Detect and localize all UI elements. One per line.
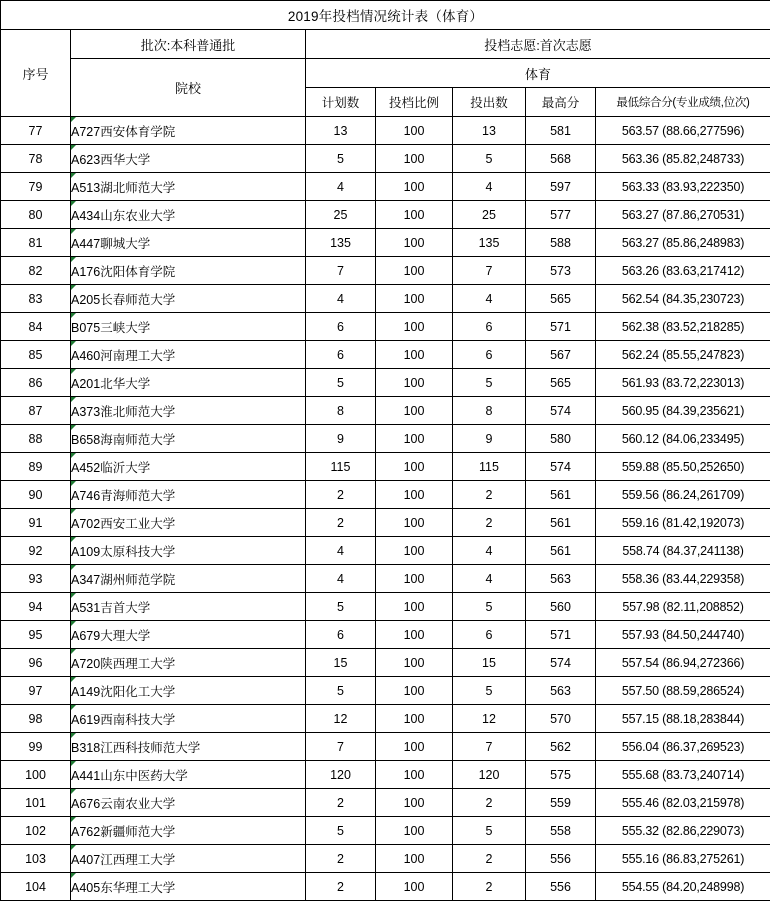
cell-school[interactable] <box>71 565 306 593</box>
cell-seq[interactable]: 96 <box>1 649 71 677</box>
table-row[interactable] <box>1 201 770 229</box>
table-row[interactable] <box>1 369 770 397</box>
cell-school[interactable] <box>71 817 306 845</box>
cell-ratio[interactable]: 100 <box>376 313 453 341</box>
cell-admitted-count[interactable]: 2 <box>453 481 526 509</box>
table-row[interactable] <box>1 453 770 481</box>
cell-plan-count[interactable]: 120 <box>306 761 376 789</box>
school-name-label: A623西华大学 <box>71 153 150 167</box>
cell-plan-count[interactable]: 6 <box>306 621 376 649</box>
school-name-label: B075三峡大学 <box>71 321 150 335</box>
table-row[interactable] <box>1 481 770 509</box>
cell-highest-score[interactable]: 565 <box>526 369 596 397</box>
cell-plan-count[interactable]: 4 <box>306 565 376 593</box>
cell-seq[interactable]: 80 <box>1 201 71 229</box>
cell-admitted-count[interactable]: 2 <box>453 845 526 873</box>
cell-lowest-composite[interactable]: 557.93 (84.50,244740) <box>596 621 770 649</box>
cell-school[interactable] <box>71 229 306 257</box>
school-name-label: A405东华理工大学 <box>71 881 175 895</box>
cell-highest-score[interactable]: 580 <box>526 425 596 453</box>
cell-school[interactable] <box>71 761 306 789</box>
header-row-1 <box>1 30 770 59</box>
error-indicator-triangle-icon <box>71 845 76 850</box>
cell-lowest-composite[interactable]: 563.26 (83.63,217412) <box>596 257 770 285</box>
cell-plan-count[interactable]: 25 <box>306 201 376 229</box>
cell-ratio[interactable]: 100 <box>376 453 453 481</box>
cell-school[interactable] <box>71 117 306 145</box>
school-name-label: A676云南农业大学 <box>71 797 175 811</box>
table-row[interactable] <box>1 397 770 425</box>
cell-admitted-count[interactable]: 4 <box>453 285 526 313</box>
cell-plan-count[interactable]: 9 <box>306 425 376 453</box>
school-name-label: A460河南理工大学 <box>71 349 175 363</box>
error-indicator-triangle-icon <box>71 453 76 458</box>
cell-highest-score[interactable]: 597 <box>526 173 596 201</box>
school-name-label: A149沈阳化工大学 <box>71 685 175 699</box>
cell-plan-count[interactable]: 5 <box>306 817 376 845</box>
error-indicator-triangle-icon <box>71 229 76 234</box>
cell-school[interactable] <box>71 453 306 481</box>
cell-admitted-count[interactable]: 9 <box>453 425 526 453</box>
cell-lowest-composite[interactable]: 559.56 (86.24,261709) <box>596 481 770 509</box>
error-indicator-triangle-icon <box>71 733 76 738</box>
cell-plan-count[interactable]: 5 <box>306 145 376 173</box>
cell-admitted-count[interactable]: 4 <box>453 173 526 201</box>
cell-ratio[interactable]: 100 <box>376 341 453 369</box>
error-indicator-triangle-icon <box>71 145 76 150</box>
error-indicator-triangle-icon <box>71 789 76 794</box>
cell-plan-count[interactable]: 12 <box>306 705 376 733</box>
cell-seq[interactable]: 104 <box>1 873 71 901</box>
cell-ratio[interactable]: 100 <box>376 649 453 677</box>
school-name-label: A109太原科技大学 <box>71 545 175 559</box>
error-indicator-triangle-icon <box>71 565 76 570</box>
cell-admitted-count[interactable]: 25 <box>453 201 526 229</box>
cell-school[interactable] <box>71 285 306 313</box>
cell-ratio[interactable]: 100 <box>376 733 453 761</box>
column-header-school: 院校 <box>71 59 306 117</box>
cell-ratio[interactable]: 100 <box>376 425 453 453</box>
cell-plan-count[interactable]: 115 <box>306 453 376 481</box>
cell-ratio[interactable]: 100 <box>376 509 453 537</box>
cell-ratio[interactable]: 100 <box>376 761 453 789</box>
cell-school[interactable] <box>71 649 306 677</box>
cell-admitted-count[interactable]: 6 <box>453 313 526 341</box>
school-name-label: A702西安工业大学 <box>71 517 175 531</box>
cell-seq[interactable]: 78 <box>1 145 71 173</box>
cell-lowest-composite[interactable]: 557.98 (82.11,208852) <box>596 593 770 621</box>
cell-seq[interactable]: 91 <box>1 509 71 537</box>
cell-school[interactable] <box>71 257 306 285</box>
cell-admitted-count[interactable]: 5 <box>453 369 526 397</box>
school-name-label: B318江西科技师范大学 <box>71 741 200 755</box>
cell-plan-count[interactable]: 5 <box>306 369 376 397</box>
cell-lowest-composite[interactable]: 563.27 (85.86,248983) <box>596 229 770 257</box>
cell-lowest-composite[interactable]: 556.04 (86.37,269523) <box>596 733 770 761</box>
cell-lowest-composite[interactable]: 554.55 (84.20,248998) <box>596 873 770 901</box>
school-name-label: A373淮北师范大学 <box>71 405 175 419</box>
cell-lowest-composite[interactable]: 555.46 (82.03,215978) <box>596 789 770 817</box>
error-indicator-triangle-icon <box>71 285 76 290</box>
school-name-label: A176沈阳体育学院 <box>71 265 175 279</box>
cell-highest-score[interactable]: 567 <box>526 341 596 369</box>
cell-seq[interactable]: 101 <box>1 789 71 817</box>
cell-highest-score[interactable]: 571 <box>526 621 596 649</box>
cell-highest-score[interactable]: 556 <box>526 845 596 873</box>
table-row[interactable] <box>1 677 770 705</box>
school-name-label: B658海南师范大学 <box>71 433 175 447</box>
cell-plan-count[interactable]: 8 <box>306 397 376 425</box>
cell-school[interactable] <box>71 593 306 621</box>
cell-plan-count[interactable]: 7 <box>306 257 376 285</box>
cell-seq[interactable]: 82 <box>1 257 71 285</box>
cell-seq[interactable]: 100 <box>1 761 71 789</box>
cell-plan-count[interactable]: 6 <box>306 341 376 369</box>
school-name-label: A746青海师范大学 <box>71 489 175 503</box>
cell-school[interactable] <box>71 509 306 537</box>
table-row[interactable] <box>1 649 770 677</box>
cell-ratio[interactable]: 100 <box>376 173 453 201</box>
error-indicator-triangle-icon <box>71 761 76 766</box>
cell-ratio[interactable]: 100 <box>376 285 453 313</box>
cell-admitted-count[interactable]: 12 <box>453 705 526 733</box>
cell-lowest-composite[interactable]: 559.88 (85.50,252650) <box>596 453 770 481</box>
cell-plan-count[interactable]: 2 <box>306 789 376 817</box>
cell-admitted-count[interactable]: 5 <box>453 677 526 705</box>
cell-seq[interactable]: 90 <box>1 481 71 509</box>
cell-lowest-composite[interactable]: 562.38 (83.52,218285) <box>596 313 770 341</box>
cell-seq[interactable]: 77 <box>1 117 71 145</box>
cell-seq[interactable]: 79 <box>1 173 71 201</box>
cell-admitted-count[interactable]: 5 <box>453 817 526 845</box>
cell-highest-score[interactable]: 575 <box>526 761 596 789</box>
cell-ratio[interactable]: 100 <box>376 481 453 509</box>
table-row[interactable] <box>1 705 770 733</box>
cell-plan-count[interactable]: 15 <box>306 649 376 677</box>
cell-highest-score[interactable]: 558 <box>526 817 596 845</box>
cell-highest-score[interactable]: 563 <box>526 565 596 593</box>
cell-lowest-composite[interactable]: 563.33 (83.93,222350) <box>596 173 770 201</box>
error-indicator-triangle-icon <box>71 173 76 178</box>
cell-lowest-composite[interactable]: 558.74 (84.37,241138) <box>596 537 770 565</box>
cell-highest-score[interactable]: 577 <box>526 201 596 229</box>
cell-lowest-composite[interactable]: 555.16 (86.83,275261) <box>596 845 770 873</box>
table-row[interactable] <box>1 733 770 761</box>
error-indicator-triangle-icon <box>71 649 76 654</box>
column-header-subject: 体育 <box>306 59 770 88</box>
cell-admitted-count[interactable]: 13 <box>453 117 526 145</box>
cell-lowest-composite[interactable]: 559.16 (81.42,192073) <box>596 509 770 537</box>
cell-seq[interactable]: 102 <box>1 817 71 845</box>
cell-plan-count[interactable]: 2 <box>306 481 376 509</box>
cell-ratio[interactable]: 100 <box>376 229 453 257</box>
table-row[interactable] <box>1 789 770 817</box>
cell-plan-count[interactable]: 2 <box>306 845 376 873</box>
cell-school[interactable] <box>71 425 306 453</box>
table-row[interactable] <box>1 845 770 873</box>
cell-seq[interactable]: 83 <box>1 285 71 313</box>
cell-highest-score[interactable]: 588 <box>526 229 596 257</box>
table-row[interactable] <box>1 229 770 257</box>
cell-plan-count[interactable]: 13 <box>306 117 376 145</box>
table-row[interactable] <box>1 817 770 845</box>
column-header-batch: 批次:本科普通批 <box>71 30 306 59</box>
cell-highest-score[interactable]: 574 <box>526 453 596 481</box>
error-indicator-triangle-icon <box>71 873 76 878</box>
cell-admitted-count[interactable]: 2 <box>453 789 526 817</box>
table-row[interactable] <box>1 173 770 201</box>
cell-seq[interactable]: 86 <box>1 369 71 397</box>
school-name-label: A447聊城大学 <box>71 237 150 251</box>
error-indicator-triangle-icon <box>71 481 76 486</box>
cell-admitted-count[interactable]: 7 <box>453 733 526 761</box>
cell-ratio[interactable]: 100 <box>376 201 453 229</box>
cell-highest-score[interactable]: 570 <box>526 705 596 733</box>
cell-lowest-composite[interactable]: 563.27 (87.86,270531) <box>596 201 770 229</box>
table-row[interactable] <box>1 145 770 173</box>
cell-lowest-composite[interactable]: 555.32 (82.86,229073) <box>596 817 770 845</box>
cell-highest-score[interactable]: 574 <box>526 397 596 425</box>
cell-school[interactable] <box>71 201 306 229</box>
cell-ratio[interactable]: 100 <box>376 705 453 733</box>
cell-admitted-count[interactable]: 2 <box>453 509 526 537</box>
cell-lowest-composite[interactable]: 557.15 (88.18,283844) <box>596 705 770 733</box>
table-row[interactable] <box>1 621 770 649</box>
error-indicator-triangle-icon <box>71 537 76 542</box>
cell-school[interactable] <box>71 369 306 397</box>
column-header-lowest-composite: 最低综合分(专业成绩,位次) <box>596 88 770 117</box>
cell-seq[interactable]: 81 <box>1 229 71 257</box>
cell-ratio[interactable]: 100 <box>376 145 453 173</box>
column-header-volunteer: 投档志愿:首次志愿 <box>306 30 770 59</box>
cell-highest-score[interactable]: 561 <box>526 537 596 565</box>
school-name-label: A407江西理工大学 <box>71 853 175 867</box>
error-indicator-triangle-icon <box>71 397 76 402</box>
school-name-label: A727西安体育学院 <box>71 125 175 139</box>
cell-ratio[interactable]: 100 <box>376 565 453 593</box>
cell-ratio[interactable]: 100 <box>376 537 453 565</box>
cell-seq[interactable]: 89 <box>1 453 71 481</box>
cell-school[interactable] <box>71 397 306 425</box>
cell-seq[interactable]: 103 <box>1 845 71 873</box>
school-name-label: A441山东中医药大学 <box>71 769 188 783</box>
cell-highest-score[interactable]: 574 <box>526 649 596 677</box>
cell-seq[interactable]: 99 <box>1 733 71 761</box>
column-header-admitted-count: 投出数 <box>453 88 526 117</box>
school-name-label: A679大理大学 <box>71 629 150 643</box>
cell-admitted-count[interactable]: 2 <box>453 873 526 901</box>
cell-lowest-composite[interactable]: 561.93 (83.72,223013) <box>596 369 770 397</box>
cell-school[interactable] <box>71 341 306 369</box>
cell-school[interactable] <box>71 145 306 173</box>
cell-lowest-composite[interactable]: 560.95 (84.39,235621) <box>596 397 770 425</box>
cell-school[interactable] <box>71 677 306 705</box>
error-indicator-triangle-icon <box>71 817 76 822</box>
cell-school[interactable] <box>71 705 306 733</box>
cell-school[interactable] <box>71 733 306 761</box>
cell-ratio[interactable]: 100 <box>376 817 453 845</box>
cell-plan-count[interactable]: 7 <box>306 733 376 761</box>
cell-ratio[interactable]: 100 <box>376 677 453 705</box>
school-name-label: A513湖北师范大学 <box>71 181 175 195</box>
cell-plan-count[interactable]: 4 <box>306 285 376 313</box>
cell-highest-score[interactable]: 581 <box>526 117 596 145</box>
cell-ratio[interactable]: 100 <box>376 369 453 397</box>
title-row <box>1 1 770 30</box>
table-row[interactable] <box>1 761 770 789</box>
cell-highest-score[interactable]: 571 <box>526 313 596 341</box>
school-name-label: A762新疆师范大学 <box>71 825 175 839</box>
cell-seq[interactable]: 97 <box>1 677 71 705</box>
column-header-plan-count: 计划数 <box>306 88 376 117</box>
cell-ratio[interactable]: 100 <box>376 593 453 621</box>
column-header-ratio: 投档比例 <box>376 88 453 117</box>
cell-lowest-composite[interactable]: 562.54 (84.35,230723) <box>596 285 770 313</box>
cell-admitted-count[interactable]: 5 <box>453 593 526 621</box>
cell-ratio[interactable]: 100 <box>376 397 453 425</box>
cell-school[interactable] <box>71 481 306 509</box>
school-name-label: A205长春师范大学 <box>71 293 175 307</box>
cell-admitted-count[interactable]: 115 <box>453 453 526 481</box>
table-row[interactable] <box>1 593 770 621</box>
cell-admitted-count[interactable]: 15 <box>453 649 526 677</box>
error-indicator-triangle-icon <box>71 677 76 682</box>
cell-plan-count[interactable]: 135 <box>306 229 376 257</box>
table-row[interactable] <box>1 313 770 341</box>
table-row[interactable] <box>1 509 770 537</box>
error-indicator-triangle-icon <box>71 621 76 626</box>
cell-seq[interactable]: 94 <box>1 593 71 621</box>
error-indicator-triangle-icon <box>71 425 76 430</box>
cell-highest-score[interactable]: 561 <box>526 509 596 537</box>
cell-school[interactable] <box>71 621 306 649</box>
cell-highest-score[interactable]: 563 <box>526 677 596 705</box>
error-indicator-triangle-icon <box>71 117 76 122</box>
school-name-label: A347湖州师范学院 <box>71 573 175 587</box>
page-title: 2019年投档情况统计表（体育） <box>1 1 770 30</box>
cell-school[interactable] <box>71 537 306 565</box>
cell-lowest-composite[interactable]: 557.50 (88.59,286524) <box>596 677 770 705</box>
cell-plan-count[interactable]: 6 <box>306 313 376 341</box>
school-name-label: A434山东农业大学 <box>71 209 175 223</box>
table-row[interactable] <box>1 425 770 453</box>
cell-ratio[interactable]: 100 <box>376 845 453 873</box>
cell-highest-score[interactable]: 556 <box>526 873 596 901</box>
cell-highest-score[interactable]: 561 <box>526 481 596 509</box>
cell-admitted-count[interactable]: 135 <box>453 229 526 257</box>
cell-admitted-count[interactable]: 5 <box>453 145 526 173</box>
cell-ratio[interactable]: 100 <box>376 117 453 145</box>
cell-lowest-composite[interactable]: 563.36 (85.82,248733) <box>596 145 770 173</box>
cell-highest-score[interactable]: 565 <box>526 285 596 313</box>
cell-ratio[interactable]: 100 <box>376 789 453 817</box>
cell-admitted-count[interactable]: 4 <box>453 565 526 593</box>
school-name-label: A619西南科技大学 <box>71 713 175 727</box>
cell-highest-score[interactable]: 562 <box>526 733 596 761</box>
cell-seq[interactable]: 92 <box>1 537 71 565</box>
cell-lowest-composite[interactable]: 560.12 (84.06,233495) <box>596 425 770 453</box>
cell-ratio[interactable]: 100 <box>376 873 453 901</box>
cell-lowest-composite[interactable]: 555.68 (83.73,240714) <box>596 761 770 789</box>
cell-admitted-count[interactable]: 8 <box>453 397 526 425</box>
school-name-label: A201北华大学 <box>71 377 150 391</box>
table-row[interactable] <box>1 285 770 313</box>
cell-seq[interactable]: 88 <box>1 425 71 453</box>
cell-admitted-count[interactable]: 4 <box>453 537 526 565</box>
cell-seq[interactable]: 84 <box>1 313 71 341</box>
cell-plan-count[interactable]: 4 <box>306 173 376 201</box>
error-indicator-triangle-icon <box>71 705 76 710</box>
table-row[interactable] <box>1 537 770 565</box>
error-indicator-triangle-icon <box>71 369 76 374</box>
error-indicator-triangle-icon <box>71 593 76 598</box>
school-name-label: A452临沂大学 <box>71 461 150 475</box>
error-indicator-triangle-icon <box>71 509 76 514</box>
school-name-label: A531吉首大学 <box>71 601 150 615</box>
cell-admitted-count[interactable]: 6 <box>453 341 526 369</box>
cell-seq[interactable]: 95 <box>1 621 71 649</box>
cell-plan-count[interactable]: 4 <box>306 537 376 565</box>
cell-highest-score[interactable]: 573 <box>526 257 596 285</box>
cell-seq[interactable]: 85 <box>1 341 71 369</box>
cell-plan-count[interactable]: 2 <box>306 873 376 901</box>
cell-admitted-count[interactable]: 6 <box>453 621 526 649</box>
cell-admitted-count[interactable]: 7 <box>453 257 526 285</box>
cell-lowest-composite[interactable]: 557.54 (86.94,272366) <box>596 649 770 677</box>
cell-plan-count[interactable]: 2 <box>306 509 376 537</box>
table-row[interactable] <box>1 565 770 593</box>
cell-seq[interactable]: 98 <box>1 705 71 733</box>
error-indicator-triangle-icon <box>71 201 76 206</box>
cell-lowest-composite[interactable]: 563.57 (88.66,277596) <box>596 117 770 145</box>
column-header-highest-score: 最高分 <box>526 88 596 117</box>
cell-highest-score[interactable]: 568 <box>526 145 596 173</box>
cell-ratio[interactable]: 100 <box>376 257 453 285</box>
error-indicator-triangle-icon <box>71 313 76 318</box>
cell-seq[interactable]: 87 <box>1 397 71 425</box>
error-indicator-triangle-icon <box>71 341 76 346</box>
cell-lowest-composite[interactable]: 562.24 (85.55,247823) <box>596 341 770 369</box>
cell-seq[interactable]: 93 <box>1 565 71 593</box>
school-name-label: A720陕西理工大学 <box>71 657 175 671</box>
column-header-seq: 序号 <box>1 30 71 117</box>
cell-admitted-count[interactable]: 120 <box>453 761 526 789</box>
cell-school[interactable] <box>71 873 306 901</box>
cell-highest-score[interactable]: 559 <box>526 789 596 817</box>
cell-plan-count[interactable]: 5 <box>306 593 376 621</box>
cell-school[interactable] <box>71 845 306 873</box>
table-row[interactable] <box>1 257 770 285</box>
cell-plan-count[interactable]: 5 <box>306 677 376 705</box>
header-row-2 <box>1 59 770 88</box>
cell-school[interactable] <box>71 789 306 817</box>
cell-lowest-composite[interactable]: 558.36 (83.44,229358) <box>596 565 770 593</box>
cell-school[interactable] <box>71 173 306 201</box>
table-row[interactable] <box>1 117 770 145</box>
table-row[interactable] <box>1 873 770 901</box>
cell-ratio[interactable]: 100 <box>376 621 453 649</box>
cell-highest-score[interactable]: 560 <box>526 593 596 621</box>
table-row[interactable] <box>1 341 770 369</box>
error-indicator-triangle-icon <box>71 257 76 262</box>
cell-school[interactable] <box>71 313 306 341</box>
